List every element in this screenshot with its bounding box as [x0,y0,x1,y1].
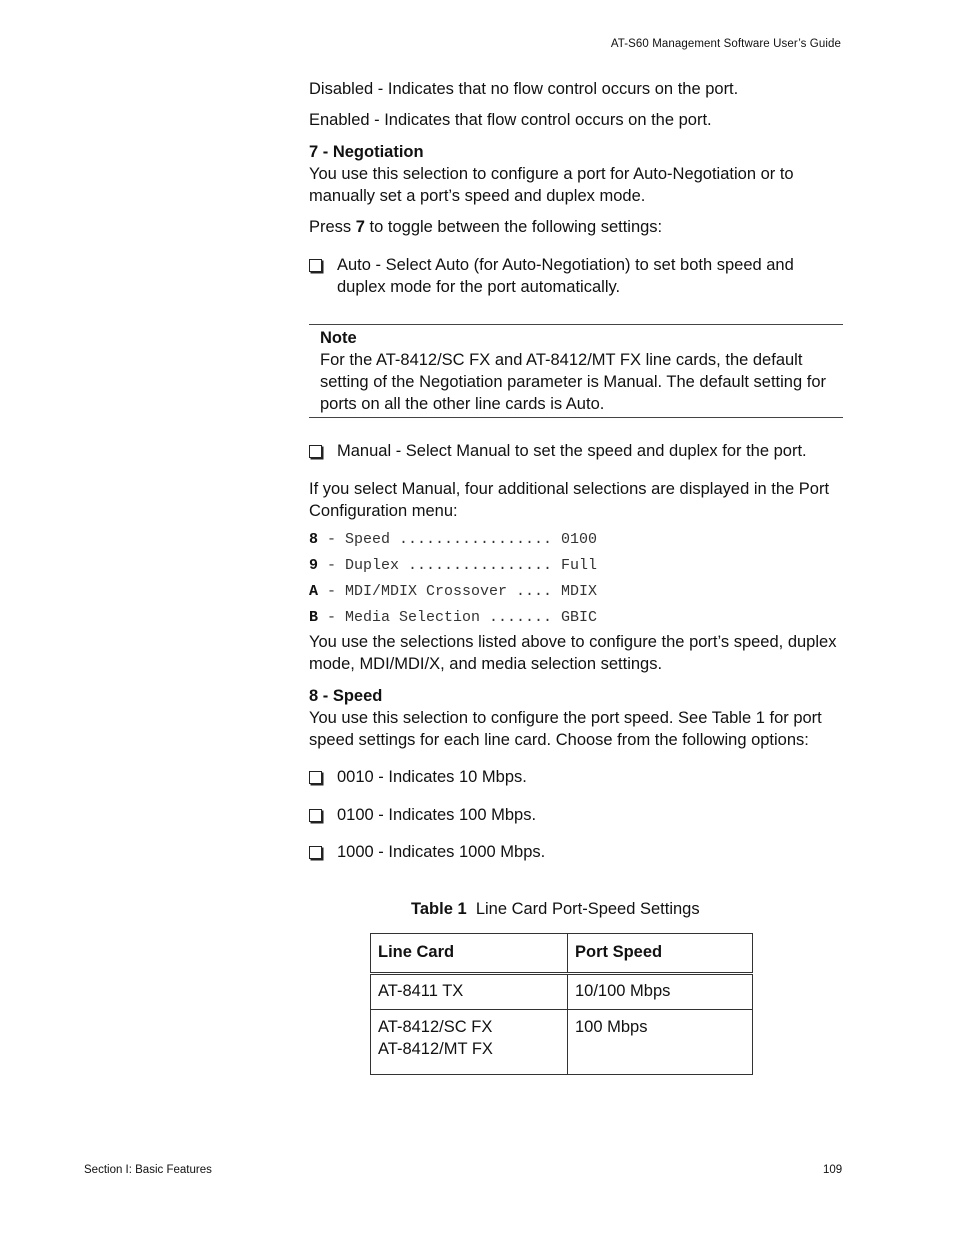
table-header-cell: Line Card [371,934,568,974]
table-row [371,974,753,1010]
table-cell: 10/100 Mbps [568,974,753,1010]
table-header-cell: Port Speed [568,934,753,974]
checkbox-bullet-icon [309,809,322,822]
negotiation-description: You use this selection to configure a port for Auto-Negotiation or to manually set a port’s speed and duplex mode. [309,165,794,205]
auto-option [309,254,843,298]
note-text: For the AT-8412/SC FX and AT-8412/MT FX line cards, the default setting of the Negotiation parameter is Manual. The default setting for ports on all the other line cards is Auto. [320,351,826,413]
menu-listing [309,527,843,631]
speed-option: 0010 - Indicates 10 Mbps. [309,766,843,788]
footer-section: Section I: Basic Features [84,1164,212,1176]
speed-option: 1000 - Indicates 1000 Mbps. [309,841,843,863]
manual-option-text: Manual - Select Manual to set the speed and duplex for the port. [337,442,807,460]
table-cell: AT-8412/SC FX AT-8412/MT FX [371,1010,568,1075]
auto-option-text: Auto - Select Auto (for Auto-Negotiation) to set both speed and duplex mode for the port automatically. [337,256,794,296]
table-header-row [371,934,753,974]
table-caption-label: Table 1 [411,900,467,918]
selections-info-text: You use the selections listed above to configure the port’s speed, duplex mode, MDI/MDI/X, and media selection settings. [309,633,837,673]
table-row [371,1010,753,1075]
menu-item: 9 - Duplex ................ Full [309,557,598,574]
speed-heading: 8 - Speed [309,687,383,705]
manual-info-text: If you select Manual, four additional selections are displayed in the Port Configuration menu: [309,480,830,520]
speed-description: You use this selection to configure the port speed. See Table 1 for port speed settings for each line card. Choose from the following options: [309,709,822,749]
page-content [309,78,843,863]
port-speed-table [370,933,753,1075]
checkbox-bullet-icon [309,846,322,859]
table-cell: AT-8411 TX [371,974,568,1010]
table-caption [411,900,700,919]
flow-disabled-text: Disabled - Indicates that no flow control occurs on the port. [309,80,739,98]
note-box [309,324,843,418]
table-caption-title: Line Card Port-Speed Settings [475,900,700,918]
menu-item: A - MDI/MDIX Crossover .... MDIX [309,583,598,600]
checkbox-bullet-icon [309,259,322,272]
press-key: 7 [355,218,365,236]
menu-item: B - Media Selection ....... GBIC [309,609,598,626]
running-header: AT-S60 Management Software User’s Guide [610,38,841,50]
page-number: 109 [823,1164,843,1176]
negotiation-heading: 7 - Negotiation [309,143,424,161]
menu-item: 8 - Speed ................. 0100 [309,531,598,548]
table-cell: 100 Mbps [568,1010,753,1075]
checkbox-bullet-icon [309,771,322,784]
manual-option [309,440,843,462]
press-suffix: to toggle between the following settings: [364,218,663,236]
press-prefix: Press [309,218,356,236]
checkbox-bullet-icon [309,445,322,458]
note-title: Note [320,329,357,347]
speed-option: 0100 - Indicates 100 Mbps. [309,804,843,826]
negotiation-press-line [309,216,843,238]
flow-enabled-text: Enabled - Indicates that flow control occurs on the port. [309,111,712,129]
